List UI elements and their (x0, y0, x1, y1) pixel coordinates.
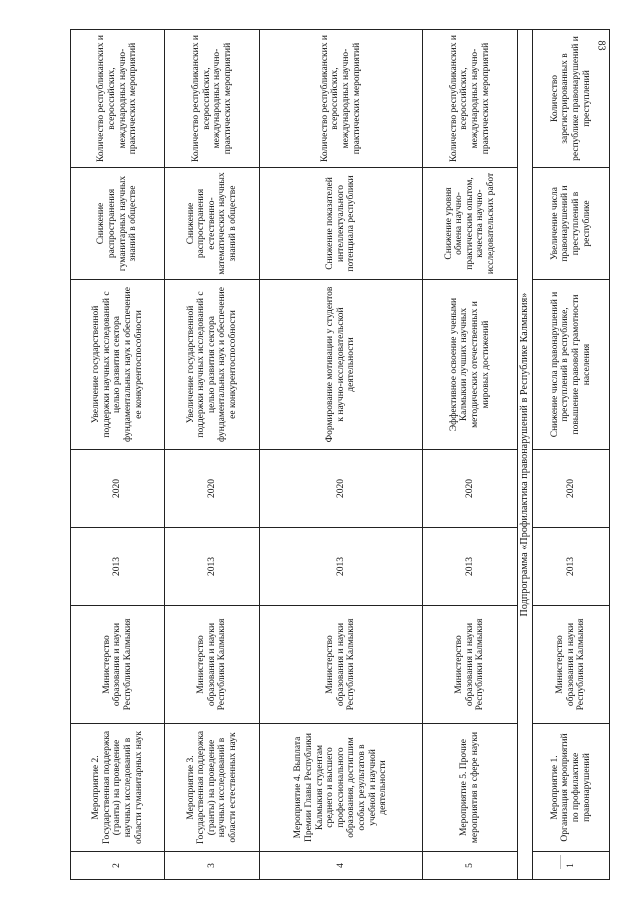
start-year-cell: 2013 (423, 528, 517, 606)
row-number-cell: 4 (259, 852, 422, 880)
measures-table (70, 29, 610, 880)
target-indicator-cell: Количество республиканских и всероссийских, международных научно-практических мероприятий (423, 30, 517, 168)
expected-result-cell: Эффективное освоение учеными Калмыкии лучших научных методических отечественных и мировых достижений (423, 280, 517, 450)
start-year-cell: 2013 (532, 528, 609, 606)
measure-name-cell: Мероприятие 3. Государственная поддержка (гранты) на проведение научных исследований в области естественных наук (165, 724, 259, 852)
measures-table-body (71, 30, 610, 880)
risk-consequence-cell: Снижение показателей интеллектуального потенциала республики (259, 168, 422, 280)
risk-consequence-cell: Снижение уровня обмена научно-практическим опытом, качества научно-исследовательских работ (423, 168, 517, 280)
executor-cell: Министерство образования и науки Республики Калмыкия (71, 606, 165, 724)
target-indicator-cell: Количество республиканских и всероссийских, международных научно-практических мероприятий (165, 30, 259, 168)
table-row (423, 30, 517, 880)
executor-cell: Министерство образования и науки Республики Калмыкия (423, 606, 517, 724)
table-row (259, 30, 422, 880)
measure-name-cell: Мероприятие 1. Организация мероприятий по профилактике правонарушений (532, 724, 609, 852)
target-indicator-cell: Количество республиканских и всероссийских, международных научно-практических мероприятий (259, 30, 422, 168)
expected-result-cell: Увеличение государственной поддержки научных исследований с целью развития сектора фундаментальных наук и обеспечение ее конкурентоспособности (165, 280, 259, 450)
subprogram-title: Подпрограмма «Профилактика правонарушений в Республике Калмыкия» (517, 30, 532, 880)
risk-consequence-cell: Снижение распространения естественно-математических научных знаний в обществе (165, 168, 259, 280)
measure-name-cell: Мероприятие 2. Государственная поддержка (гранты) на проведение научных исследований в области гуманитарных наук (71, 724, 165, 852)
end-year-cell: 2020 (532, 450, 609, 528)
row-number-cell: 2 (71, 852, 165, 880)
target-indicator-cell: Количество республиканских и всероссийских, международных научно-практических мероприятий (71, 30, 165, 168)
executor-cell: Министерство образования и науки Республики Калмыкия (165, 606, 259, 724)
expected-result-cell: Формирование мотивации у студентов к научно-исследовательской деятельности (259, 280, 422, 450)
executor-cell: Министерство образования и науки Республики Калмыкия (532, 606, 609, 724)
row-number-cell: 1 (532, 852, 609, 880)
subprogram-row (517, 30, 532, 880)
end-year-cell: 2020 (71, 450, 165, 528)
risk-consequence-cell: Увеличение числа правонарушений и преступлений в республике (532, 168, 609, 280)
start-year-cell: 2013 (165, 528, 259, 606)
risk-consequence-cell: Снижение распространения гуманитарных научных знаний в обществе (71, 168, 165, 280)
table-row (71, 30, 165, 880)
row-number-cell: 5 (423, 852, 517, 880)
measure-name-cell: Мероприятие 4. Выплата Премии Главы Республики Калмыкия студентам среднего и высшего профессионального образования, достигшим особых результатов в учебной и научной деятельности (259, 724, 422, 852)
start-year-cell: 2013 (71, 528, 165, 606)
end-year-cell: 2020 (423, 450, 517, 528)
rotated-page-content (70, 30, 610, 880)
scan-artifact (560, 855, 561, 869)
table-row (165, 30, 259, 880)
end-year-cell: 2020 (259, 450, 422, 528)
expected-result-cell: Снижение числа правонарушений и преступлений в республике, повышение правовой грамотности населения (532, 280, 609, 450)
expected-result-cell: Увеличение государственной поддержки научных исследований с целью развития сектора фундаментальных наук и обеспечение ее конкурентоспособности (71, 280, 165, 450)
table-row (532, 30, 609, 880)
row-number-cell: 3 (165, 852, 259, 880)
target-indicator-cell: Количество зарегистрированных в республике правонарушений и преступлений (532, 30, 609, 168)
start-year-cell: 2013 (259, 528, 422, 606)
measure-name-cell: Мероприятие 5. Прочие мероприятия в сфере науки (423, 724, 517, 852)
page-number: 83 (595, 40, 607, 51)
executor-cell: Министерство образования и науки Республики Калмыкия (259, 606, 422, 724)
end-year-cell: 2020 (165, 450, 259, 528)
